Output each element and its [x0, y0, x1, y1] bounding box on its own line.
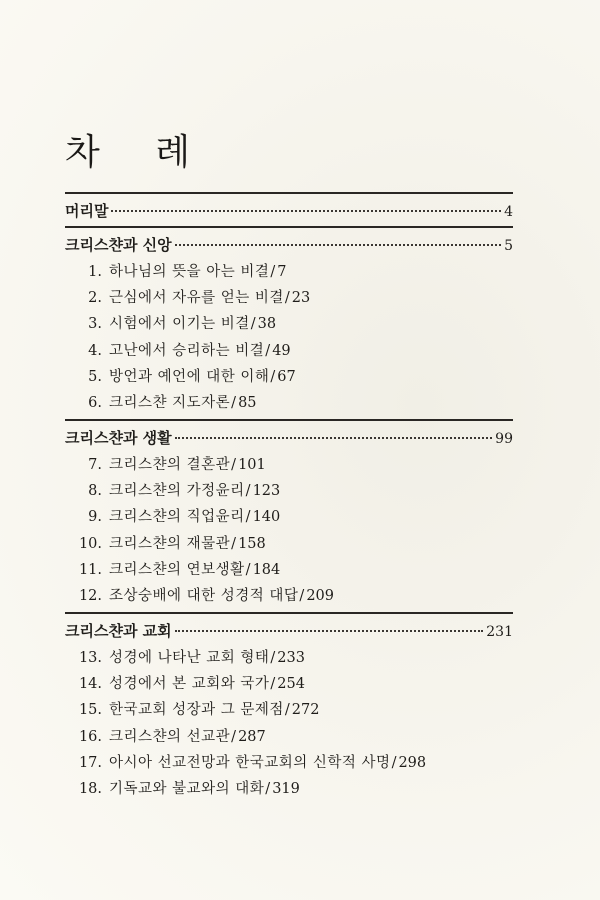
item-number: 12.: [78, 587, 102, 604]
item-number: 14.: [78, 676, 102, 693]
toc-section-church: [65, 612, 513, 803]
item-number: 5.: [88, 368, 102, 385]
item-page-number: / 209: [298, 588, 334, 604]
toc-item: [65, 698, 513, 724]
item-number: 7.: [88, 457, 102, 473]
item-page-number: / 272: [284, 702, 320, 718]
dot-leader: [175, 437, 493, 439]
toc-item: [65, 558, 513, 584]
item-number: 6.: [88, 394, 102, 411]
item-title: 기독교와 불교와의 대화: [109, 780, 265, 797]
section-title: 머리말: [65, 202, 109, 220]
item-title: 크리스챤의 선교관: [109, 728, 231, 745]
toc-section-faith: [65, 226, 513, 417]
item-title: 성경에 나타난 교회 형태: [109, 650, 270, 666]
section-divider: [65, 612, 513, 614]
item-page-number: / 140: [245, 509, 281, 525]
toc-item: [65, 260, 513, 286]
section-page-number: 4: [504, 204, 513, 220]
item-page-number: / 7: [269, 264, 286, 280]
section-page-number: 99: [495, 431, 513, 447]
item-title: 크리스챤 지도자론: [109, 394, 231, 411]
toc-section-heading: [65, 427, 513, 453]
toc-item: [65, 777, 513, 803]
toc-item: [65, 532, 513, 558]
item-number: 16.: [78, 728, 102, 745]
toc-item: [65, 365, 513, 391]
item-page-number: / 23: [284, 290, 310, 306]
item-title: 크리스챤의 가정윤리: [109, 483, 245, 500]
toc-item: [65, 725, 513, 751]
section-page-number: 231: [486, 624, 513, 640]
toc-item: [65, 339, 513, 365]
item-page-number: / 85: [230, 395, 256, 411]
item-page-number: / 101: [230, 457, 266, 473]
section-title: 크리스챤과 교회: [65, 622, 172, 640]
item-number: 1.: [88, 264, 102, 280]
toc-section-life: [65, 419, 513, 610]
item-title: 아시아 선교전망과 한국교회의 신학적 사명: [109, 754, 391, 771]
item-page-number: / 184: [245, 562, 281, 578]
page-title: 차 례: [65, 132, 212, 173]
item-title: 조상숭배에 대한 성경적 대답: [109, 587, 299, 604]
item-number: 15.: [78, 702, 102, 719]
item-title: 근심에서 자유를 얻는 비결: [109, 290, 284, 307]
item-number: 4.: [88, 342, 102, 359]
item-page-number: / 38: [250, 316, 276, 332]
item-title: 성경에서 본 교회와 국가: [109, 676, 270, 693]
item-number: 8.: [88, 483, 102, 500]
item-number: 2.: [88, 290, 102, 307]
item-title: 크리스챤의 결혼관: [109, 457, 231, 473]
item-number: 17.: [78, 754, 102, 771]
item-title: 크리스챤의 연보생활: [109, 561, 245, 578]
item-title: 시험에서 이기는 비결: [109, 316, 250, 333]
item-number: 13.: [78, 650, 102, 666]
item-page-number: / 254: [269, 676, 305, 692]
toc-section-heading: [65, 620, 513, 646]
toc-item: [65, 646, 513, 672]
section-divider: [65, 226, 513, 228]
toc-section-preface: [65, 192, 513, 226]
item-page-number: / 49: [264, 343, 290, 359]
item-title: 하나님의 뜻을 아는 비결: [109, 264, 270, 280]
item-title: 한국교회 성장과 그 문제점: [109, 702, 284, 719]
toc-section-heading: [65, 234, 513, 260]
item-page-number: / 287: [230, 729, 266, 745]
item-page-number: / 123: [245, 483, 281, 499]
item-title: 크리스챤의 재물관: [109, 535, 231, 552]
dot-leader: [111, 210, 501, 212]
toc-section-heading: [65, 200, 513, 226]
section-page-number: 5: [504, 238, 513, 254]
item-number: 3.: [88, 316, 102, 333]
item-page-number: / 67: [269, 369, 295, 385]
dot-leader: [175, 630, 484, 632]
item-number: 11.: [78, 561, 102, 578]
item-number: 18.: [78, 780, 102, 797]
toc-item: [65, 505, 513, 531]
toc-item-list: [65, 260, 513, 417]
item-page-number: / 319: [264, 781, 300, 797]
item-page-number: / 233: [269, 650, 305, 666]
dot-leader: [175, 244, 501, 246]
section-divider: [65, 192, 513, 194]
section-title: 크리스챤과 신앙: [65, 236, 172, 254]
toc-item: [65, 286, 513, 312]
toc-item: [65, 751, 513, 777]
section-title: 크리스챤과 생활: [65, 429, 172, 447]
section-divider: [65, 419, 513, 421]
item-title: 고난에서 승리하는 비결: [109, 342, 265, 359]
item-title: 방언과 예언에 대한 이해: [109, 368, 270, 385]
item-number: 9.: [88, 509, 102, 526]
item-page-number: / 158: [230, 536, 266, 552]
toc-item: [65, 479, 513, 505]
toc-item-list: [65, 453, 513, 610]
toc-item-list: [65, 646, 513, 803]
item-page-number: / 298: [391, 755, 427, 771]
item-title: 크리스챤의 직업윤리: [109, 509, 245, 526]
toc-item: [65, 672, 513, 698]
toc-item: [65, 391, 513, 417]
toc-item: [65, 584, 513, 610]
item-number: 10.: [78, 535, 102, 552]
toc-item: [65, 453, 513, 479]
toc-item: [65, 312, 513, 338]
